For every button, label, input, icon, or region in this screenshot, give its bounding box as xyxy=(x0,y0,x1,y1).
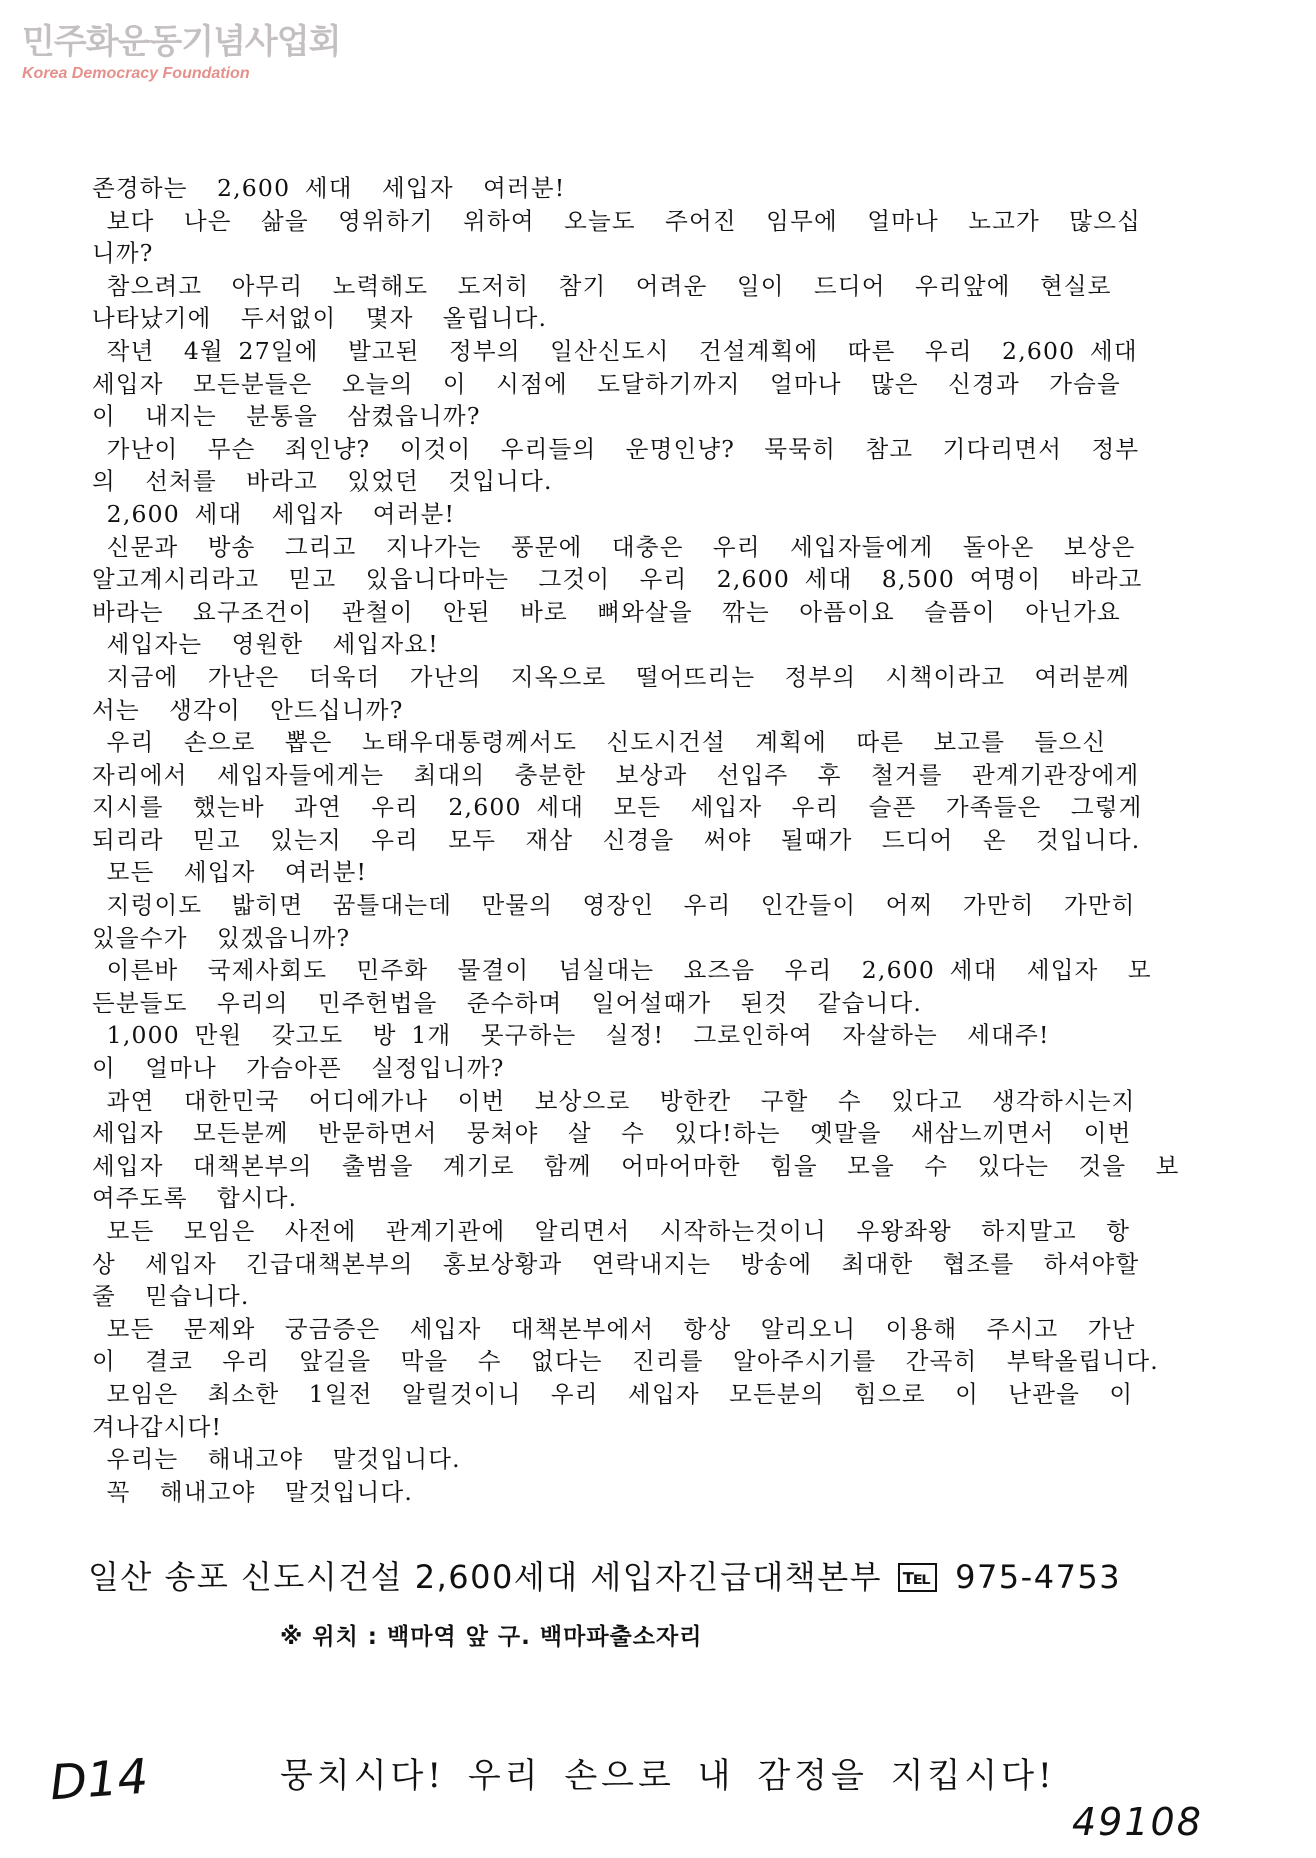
archive-number: 49108 xyxy=(1072,1800,1203,1844)
body-line: 나타났기에 두서없이 몇자 올립니다. xyxy=(92,304,548,333)
body-line: 이른바 국제사회도 민주화 물결이 넘실대는 요즈음 우리 2,600 세대 세입자 모 xyxy=(92,956,1152,985)
body-line: 니까? xyxy=(92,239,154,268)
body-line: 겨나갑시다! xyxy=(92,1412,223,1441)
body-line: 과연 대한민국 어디에가나 이번 보상으로 방한칸 구할 수 있다고 생각하시는지 xyxy=(92,1086,1136,1115)
body-line: 서는 생각이 안드십니까? xyxy=(92,695,404,724)
body-line: 2,600 세대 세입자 여러분! xyxy=(92,499,456,528)
watermark-english: Korea Democracy Foundation xyxy=(22,65,250,82)
body-line: 자리에서 세입자들에게는 최대의 충분한 보상과 선입주 후 철거를 관계기관장에게 xyxy=(92,760,1140,789)
body-line: 꼭 해내고야 말것입니다. xyxy=(92,1477,414,1506)
body-line: 우리 손으로 뽑은 노태우대통령께서도 신도시건설 계획에 따른 보고를 들으신 xyxy=(92,728,1107,757)
body-line: 세입자 모든분들은 오늘의 이 시점에 도달하기까지 얼마나 많은 신경과 가슴을 xyxy=(92,369,1121,398)
location-label: ※ 위치 : xyxy=(280,1624,379,1650)
body-line: 참으려고 아무리 노력해도 도저히 참기 어려운 일이 드디어 우리앞에 현실로 xyxy=(92,271,1112,300)
body-line: 바라는 요구조건이 관철이 안된 바로 뼈와살을 깎는 아픔이요 슬픔이 아닌가요 xyxy=(92,597,1121,626)
telephone-number: 975-4753 xyxy=(955,1558,1122,1596)
leaflet-body-text xyxy=(92,172,1222,1508)
body-line: 가난이 무슨 죄인냥? 이것이 우리들의 운명인냥? 묵묵히 참고 기다리면서 정부 xyxy=(92,434,1140,463)
body-line: 여주도록 합시다. xyxy=(92,1184,298,1213)
location-value: 백마역 앞 구. 백마파출소자리 xyxy=(387,1624,703,1650)
organization-name: 일산 송포 신도시건설 2,600세대 세입자긴급대책본부 xyxy=(88,1558,883,1596)
body-line: 이 내지는 분통을 삼켰읍니까? xyxy=(92,402,481,431)
body-line: 세입자는 영원한 세입자요! xyxy=(92,630,439,659)
body-line: 모든 문제와 궁금증은 세입자 대책본부에서 항상 알리오니 이용해 주시고 가난 xyxy=(92,1314,1136,1343)
telephone-icon: ℡ xyxy=(898,1563,938,1592)
body-line: 보다 나은 삶을 영위하기 위하여 오늘도 주어진 임무에 얼마나 노고가 많으십 xyxy=(92,206,1142,235)
body-line: 우리는 해내고야 말것입니다. xyxy=(92,1445,461,1474)
body-line: 1,000 만원 갖고도 방 1개 못구하는 실정! 그로인하여 자살하는 세대주! xyxy=(92,1021,1050,1050)
body-line: 신문과 방송 그리고 지나가는 풍문에 대충은 우리 세입자들에게 돌아온 보상은 xyxy=(92,532,1136,561)
organization-line xyxy=(88,1552,1228,1598)
body-line: 세입자 모든분께 반문하면서 뭉쳐야 살 수 있다!하는 옛말을 새삼느끼면서 이번 xyxy=(92,1119,1132,1148)
body-line: 지금에 가난은 더욱더 가난의 지옥으로 떨어뜨리는 정부의 시책이라고 여러분께 xyxy=(92,662,1131,691)
slogan: 뭉치시다! 우리 손으로 내 감정을 지킵시다! xyxy=(280,1756,1056,1796)
body-line: 되리라 믿고 있는지 우리 모두 재삼 신경을 써야 될때가 드디어 온 것입니다. xyxy=(92,825,1141,854)
body-line: 있을수가 있겠읍니까? xyxy=(92,923,351,952)
body-line: 세입자 대책본부의 출범을 계기로 함께 어마어마한 힘을 모을 수 있다는 것을 보 xyxy=(92,1151,1180,1180)
watermark-logo xyxy=(22,22,340,84)
body-line: 모든 세입자 여러분! xyxy=(92,858,368,887)
body-line: 알고계시리라고 믿고 있읍니다마는 그것이 우리 2,600 세대 8,500 여명이 바라고 xyxy=(92,565,1143,594)
body-line: 이 결코 우리 앞길을 막을 수 없다는 진리를 알아주시기를 간곡히 부탁올립니다. xyxy=(92,1347,1159,1376)
body-line: 지시를 했는바 과연 우리 2,600 세대 모든 세입자 우리 슬픈 가족들은 그렇게 xyxy=(92,793,1143,822)
body-line: 지렁이도 밟히면 꿈틀대는데 만물의 영장인 우리 인간들이 어찌 가만히 가만히 xyxy=(92,891,1136,920)
body-line: 상 세입자 긴급대책본부의 홍보상황과 연락내지는 방송에 최대한 협조를 하셔야할 xyxy=(92,1249,1140,1278)
body-line: 든분들도 우리의 민주헌법을 준수하며 일어설때가 된것 같습니다. xyxy=(92,988,923,1017)
body-line: 의 선처를 바라고 있었던 것입니다. xyxy=(92,467,553,496)
handwritten-document-code: D14 xyxy=(48,1748,150,1812)
body-line: 모든 모임은 사전에 관계기관에 알리면서 시작하는것이니 우왕좌왕 하지말고 항 xyxy=(92,1217,1131,1245)
body-line: 이 얼마나 가슴아픈 실정입니까? xyxy=(92,1054,505,1083)
location-line xyxy=(280,1618,702,1651)
body-line: 줄 믿습니다. xyxy=(92,1282,250,1311)
watermark-korean: 민주화운동기념사업회 xyxy=(22,22,341,62)
body-line: 존경하는 2,600 세대 세입자 여러분! xyxy=(92,174,566,202)
body-line: 모임은 최소한 1일전 알릴것이니 우리 세입자 모든분의 힘으로 이 난관을 이 xyxy=(92,1379,1134,1408)
body-line: 작년 4월 27일에 발고된 정부의 일산신도시 건설계획에 따른 우리 2,600 세대 xyxy=(92,336,1138,365)
